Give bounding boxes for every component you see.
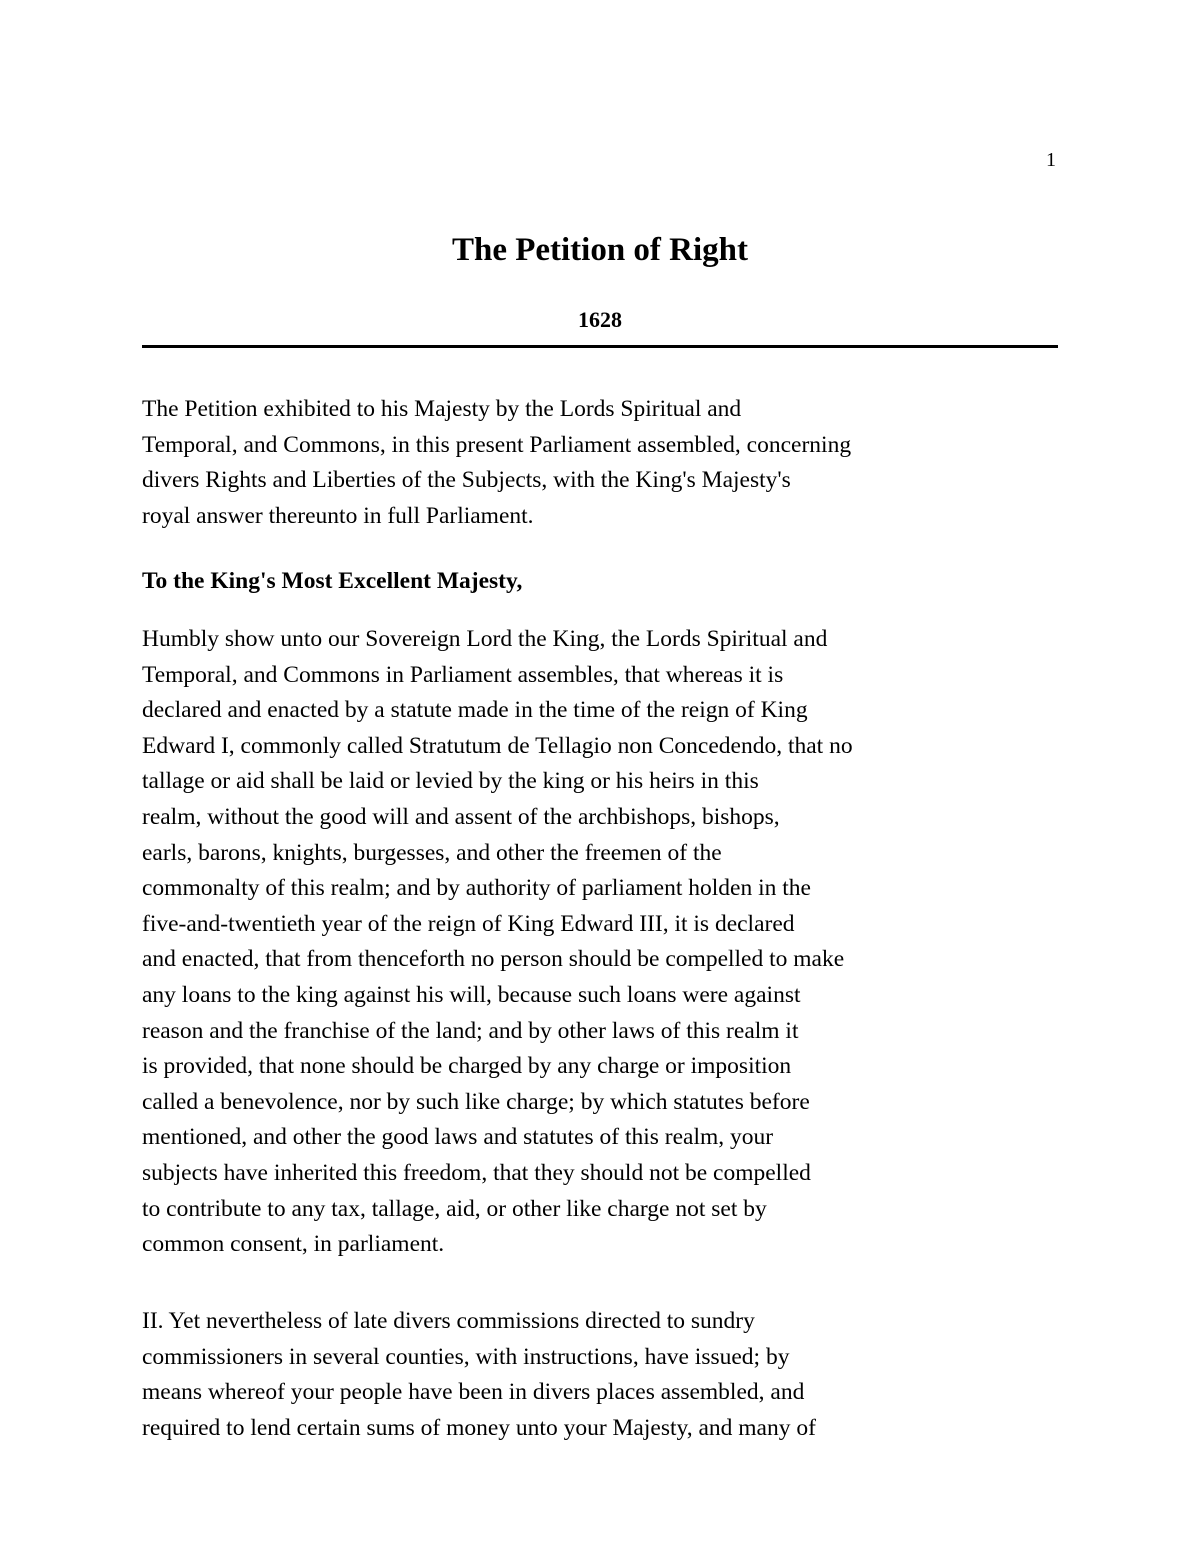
- text-line: to contribute to any tax, tallage, aid, or other like charge not set by: [142, 1195, 767, 1222]
- text-line: reason and the franchise of the land; and by other laws of this realm it: [142, 1017, 799, 1044]
- paragraph-1: [142, 622, 1102, 1263]
- text-line: realm, without the good will and assent of the archbishops, bishops,: [142, 803, 780, 830]
- text-line: is provided, that none should be charged by any charge or imposition: [142, 1053, 792, 1080]
- page-number: 1: [1046, 149, 1056, 171]
- text-line: divers Rights and Liberties of the Subjects, with the King's Majesty's: [142, 467, 791, 494]
- text-line: five-and-twentieth year of the reign of King Edward III, it is declared: [142, 910, 795, 937]
- text-line: and enacted, that from thenceforth no person should be compelled to make: [142, 946, 845, 973]
- text-line: Edward I, commonly called Stratutum de Tellagio non Concedendo, that no: [142, 732, 853, 759]
- title-divider: [142, 345, 1058, 348]
- intro-paragraph: [142, 392, 1102, 534]
- text-line: II. Yet nevertheless of late divers commissions directed to sundry: [142, 1308, 755, 1334]
- address-heading: [142, 564, 1102, 600]
- text-line: commonalty of this realm; and by authority of parliament holden in the: [142, 875, 811, 902]
- text-line: commissioners in several counties, with instructions, have issued; by: [142, 1343, 790, 1370]
- text-line: declared and enacted by a statute made in the time of the reign of King: [142, 697, 808, 724]
- document-year: 1628: [578, 307, 622, 332]
- text-line: any loans to the king against his will, because such loans were against: [142, 981, 801, 1008]
- text-line: means whereof your people have been in divers places assembled, and: [142, 1379, 805, 1406]
- text-line: royal answer thereunto in full Parliament.: [142, 502, 534, 529]
- text-line: called a benevolence, nor by such like charge; by which statutes before: [142, 1088, 810, 1115]
- text-line: To the King's Most Excellent Majesty,: [142, 568, 523, 594]
- text-line: required to lend certain sums of money unto your Majesty, and many of: [142, 1414, 816, 1441]
- document-title: The Petition of Right: [451, 232, 749, 268]
- text-line: subjects have inherited this freedom, that they should not be compelled: [142, 1159, 811, 1186]
- text-line: The Petition exhibited to his Majesty by the Lords Spiritual and: [142, 396, 742, 422]
- text-line: mentioned, and other the good laws and statutes of this realm, your: [142, 1124, 774, 1151]
- text-line: Temporal, and Commons, in this present Parliament assembled, concerning: [142, 431, 852, 458]
- text-line: Temporal, and Commons in Parliament assembles, that whereas it is: [142, 661, 784, 688]
- text-line: earls, barons, knights, burgesses, and other the freemen of the: [142, 839, 722, 866]
- text-line: common consent, in parliament.: [142, 1231, 445, 1258]
- text-line: Humbly show unto our Sovereign Lord the King, the Lords Spiritual and: [142, 626, 828, 652]
- paragraph-2: [142, 1304, 1102, 1446]
- text-line: tallage or aid shall be laid or levied by the king or his heirs in this: [142, 768, 759, 795]
